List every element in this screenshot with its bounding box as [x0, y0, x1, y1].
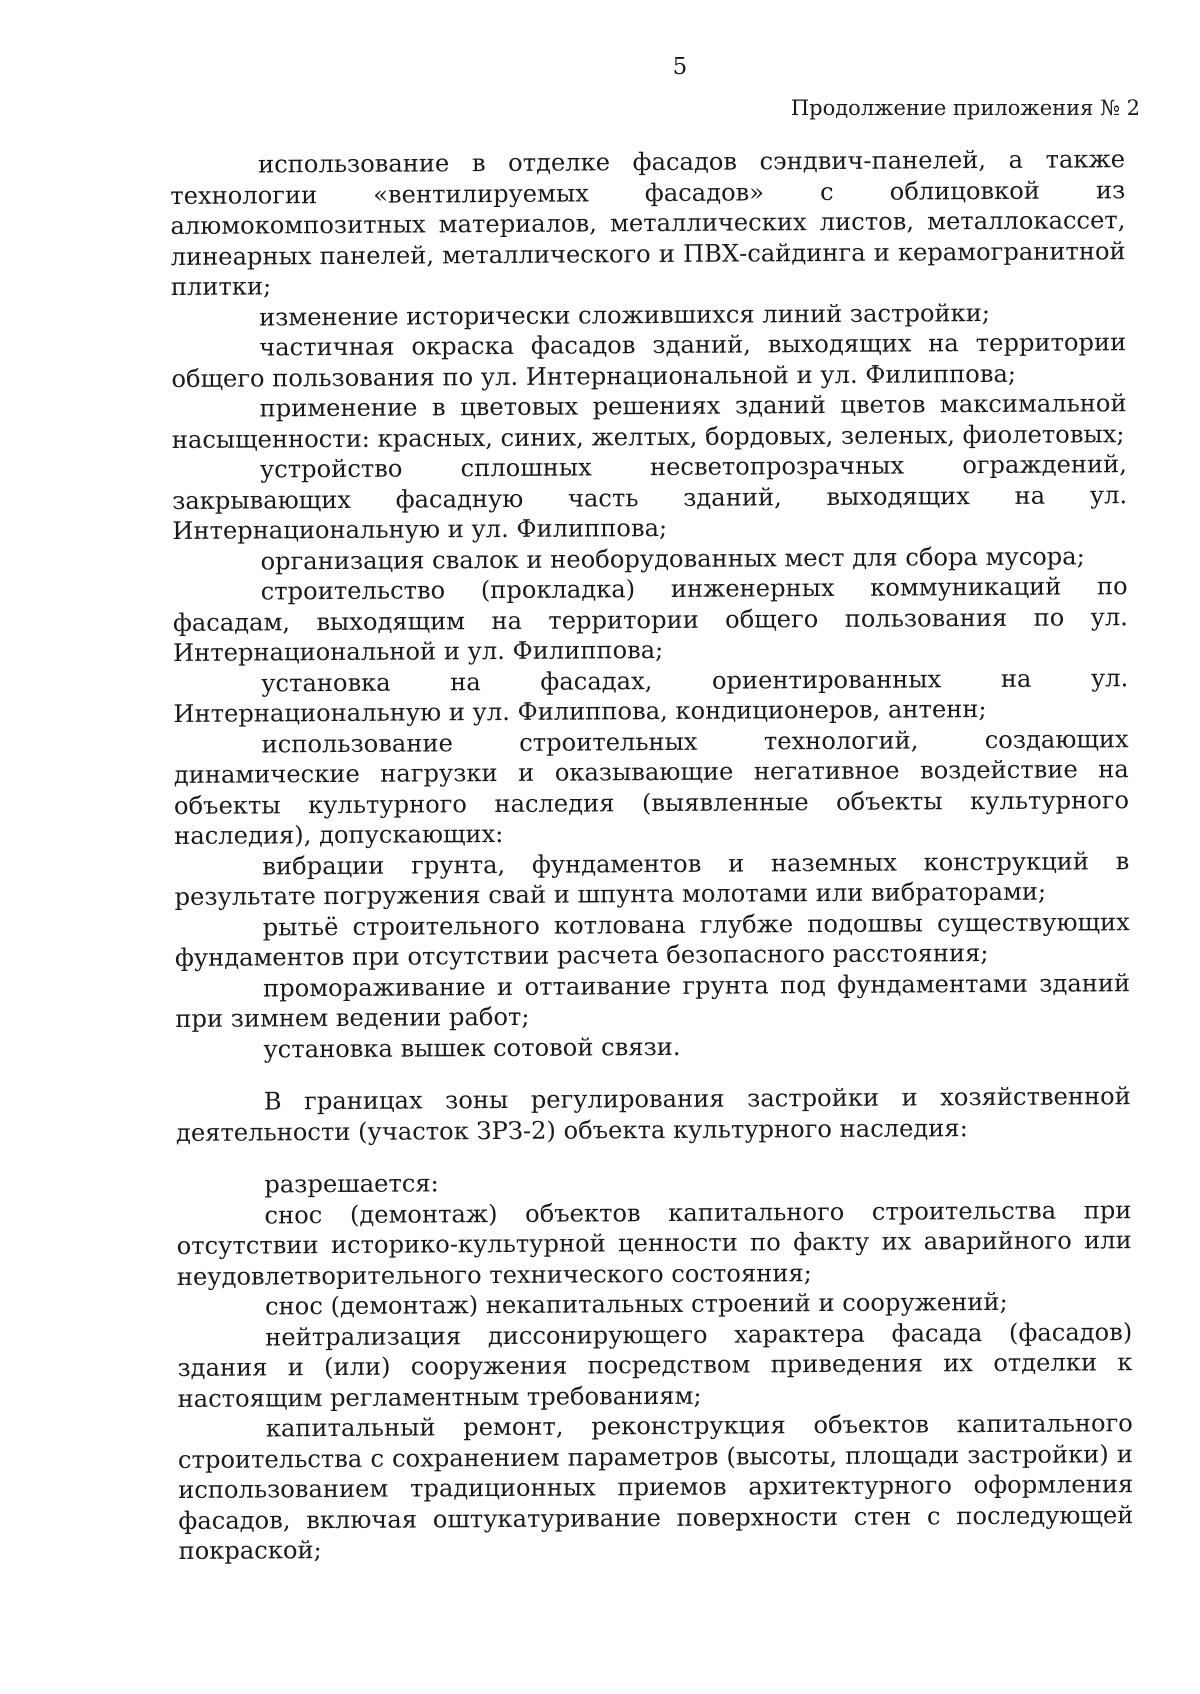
paragraph: промораживание и оттаивание грунта под фундаментами зданий при зимнем ведении работ; [175, 968, 1131, 1033]
page-number: 5 [672, 54, 688, 80]
paragraph: рытьё строительного котлована глубже подошвы существующих фундаментов при отсутствии расчета безопасного расстояния; [174, 907, 1130, 972]
paragraph: применение в цветовых решениях зданий цветов максимальной насыщенности: красных, синих, желтых, бордовых, зеленых, фиолетовых; [171, 389, 1127, 454]
paragraph: установка на фасадах, ориентированных на ул. Интернациональную и ул. Филиппова, кондиционеров, антенн; [173, 663, 1129, 728]
section-intro-paragraph: В границах зоны регулирования застройки и хозяйственной деятельности (участок ЗРЗ-2) объекта культурного наследия: [175, 1082, 1131, 1147]
paragraph: нейтрализация диссонирующего характера фасада (фасадов) здания и (или) сооружения посредством приведения их отделки к настоящим регламентным требованиям; [177, 1317, 1133, 1413]
paragraph: использование в отделке фасадов сэндвич-панелей, а также технологии «вентилируемых фасадов» с облицовкой из алюмокомпозитных материалов, металлических листов, металлокассет, линеарных панелей, металлического и ПВХ-сайдинга и керамогранитной плитки; [170, 145, 1126, 301]
paragraph: устройство сплошных несветопрозрачных ограждений, закрывающих фасадную часть зданий, выходящих на ул. Интернациональную и ул. Филиппова; [172, 450, 1128, 545]
paragraph: снос (демонтаж) некапитальных строений и сооружений; [264, 1287, 1008, 1321]
paragraph: частичная окраска фасадов зданий, выходящих на территории общего пользования по ул. Интернациональной и ул. Филиппова; [171, 328, 1127, 393]
paragraph: изменение исторически сложившихся линий застройки; [258, 298, 991, 331]
appendix-continuation-note: Продолжение приложения № 2 [790, 96, 1140, 120]
paragraph: организация свалок и необорудованных мест для сбора мусора; [260, 541, 1085, 575]
paragraph: строительство (прокладка) инженерных коммуникаций по фасадам, выходящим на территории общего пользования по ул. Интернациональной и ул. Филиппова; [172, 572, 1128, 667]
paragraph: капитальный ремонт, реконструкция объектов капитального строительства с сохранением параметров (высоты, площади застройки) и использованием традиционных приемов архитектурного оформления фасадов, включая оштукатуривание поверхности стен с последующей покраской; [177, 1409, 1134, 1565]
subsection-heading: разрешается: [264, 1169, 439, 1199]
paragraph: использование строительных технологий, создающих динамические нагрузки и оказывающие негативное воздействие на объекты культурного наследия (выявленные объекты культурного наследия), допускающих: [173, 724, 1130, 850]
document-body [170, 144, 1134, 1566]
paragraph: вибрации грунта, фундаментов и наземных конструкций в результате погружения свай и шпунта молотами или вибраторами; [174, 846, 1130, 911]
paragraph: снос (демонтаж) объектов капитального строительства при отсутствии историко-культурной ценности по факту их аварийного или неудовлетворительного технического состояния; [176, 1195, 1132, 1291]
paragraph: установка вышек сотовой связи. [263, 1032, 681, 1063]
